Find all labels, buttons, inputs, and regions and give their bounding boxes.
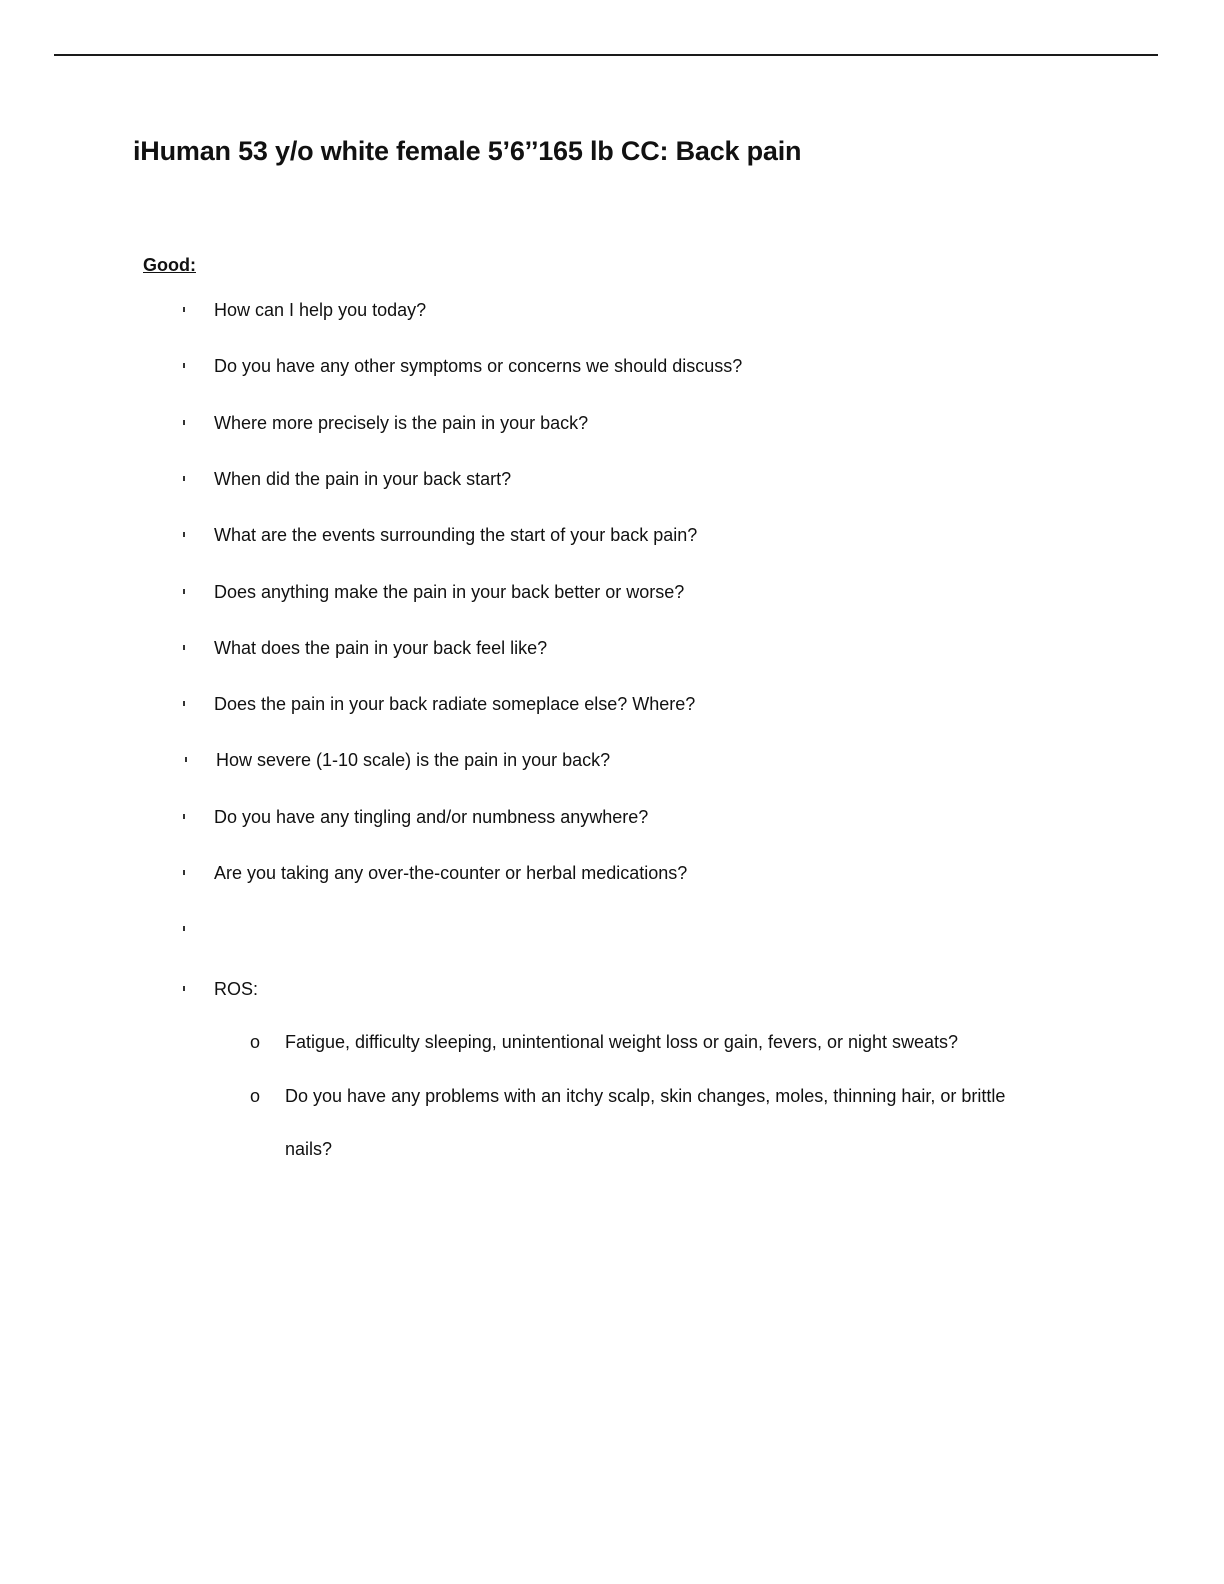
question-text: What are the events surrounding the start of your back pain? — [214, 525, 698, 545]
section-heading-good: Good: — [143, 255, 196, 275]
bullet-icon — [185, 757, 187, 762]
top-rule — [54, 54, 1158, 56]
ros-item-text: Fatigue, difficulty sleeping, unintentional weight loss or gain, fevers, or night sweats? — [285, 1032, 959, 1052]
question-text: Where more precisely is the pain in your back? — [214, 413, 589, 433]
question-text: Does the pain in your back radiate someplace else? Where? — [214, 694, 696, 714]
question-text: Are you taking any over-the-counter or herbal medications? — [214, 863, 688, 883]
bullet-icon — [183, 926, 185, 931]
bullet-icon — [183, 476, 185, 481]
circle-bullet-icon: o — [250, 1086, 261, 1106]
question-text: How severe (1-10 scale) is the pain in your back? — [216, 750, 611, 770]
question-text: When did the pain in your back start? — [214, 469, 512, 489]
bullet-icon — [183, 814, 185, 819]
bullet-icon — [183, 532, 185, 537]
question-text: Do you have any tingling and/or numbness anywhere? — [214, 807, 649, 827]
question-text: What does the pain in your back feel like? — [214, 638, 548, 658]
bullet-icon — [183, 986, 185, 991]
bullet-icon — [183, 701, 185, 706]
bullet-icon — [183, 870, 185, 875]
ros-label: ROS: — [214, 979, 259, 999]
ros-item-text: Do you have any problems with an itchy scalp, skin changes, moles, thinning hair, or brittle nails? — [285, 1086, 1006, 1159]
question-text: How can I help you today? — [214, 300, 427, 320]
bullet-icon — [183, 645, 185, 650]
bullet-icon — [183, 363, 185, 368]
document-title: iHuman 53 y/o white female 5’6’’165 lb CC: Back pain — [133, 136, 802, 166]
bullet-icon — [183, 420, 185, 425]
bullet-icon — [183, 589, 185, 594]
circle-bullet-icon: o — [250, 1032, 261, 1052]
bullet-icon — [183, 307, 185, 312]
question-text: Do you have any other symptoms or concerns we should discuss? — [214, 356, 743, 376]
question-text: Does anything make the pain in your back better or worse? — [214, 582, 685, 602]
